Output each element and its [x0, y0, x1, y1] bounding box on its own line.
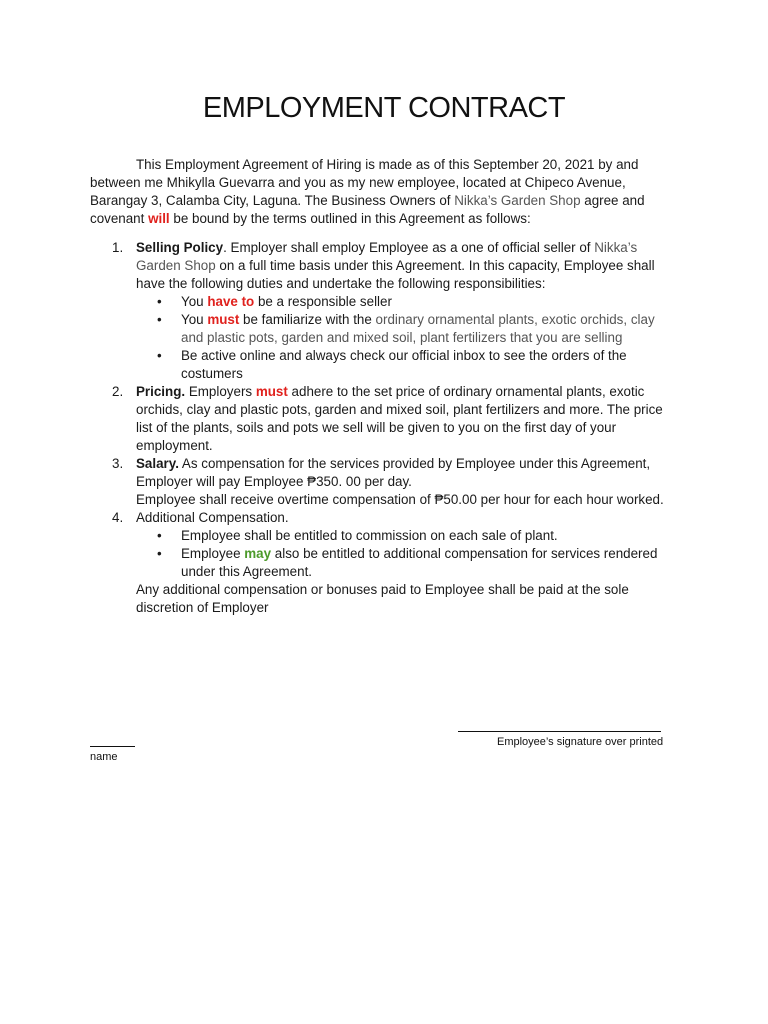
contract-body [90, 156, 680, 617]
term-additional-compensation [90, 509, 680, 617]
list-item [136, 293, 680, 311]
emphasis-must: must [207, 312, 240, 327]
term-heading: Salary. [136, 456, 179, 471]
term-salary [90, 455, 680, 509]
list-item [136, 347, 680, 383]
signature-caption: Employee’s signature over printed [497, 736, 664, 748]
list-item [136, 527, 680, 545]
intro-text-3: be bound by the terms outlined in this Agreement as follows: [169, 211, 531, 226]
document-title: EMPLOYMENT CONTRACT [202, 92, 566, 124]
bullet-icon: • [157, 312, 162, 327]
item-text: You [181, 294, 208, 309]
name-line [90, 746, 135, 747]
intro-text-1: This Employment Agreement of Hiring is made as of this September 20, 2021 by and between me Mhikylla Guevarra and you as my new employee, located at Chipeco Avenue, Barangay 3, Calamba City, Laguna. The Business Owners of [90, 157, 639, 208]
term-number: 1. [112, 240, 124, 255]
compensation-list [136, 527, 680, 581]
term-text: . Employer shall employ Employee as a one of official seller of [223, 240, 595, 255]
term-text: Employers [185, 384, 256, 399]
term-heading: Selling Policy [136, 240, 224, 255]
duties-list [136, 293, 680, 383]
list-item [136, 311, 680, 347]
overtime-text: Employee shall receive overtime compensation of ₱50.00 per hour for each hour worked. [136, 492, 664, 507]
item-text: Employee shall be entitled to commission on each sale of plant. [181, 528, 558, 543]
shop-name: Nikka’s Garden Shop [136, 240, 638, 273]
emphasis-will: will [148, 211, 170, 226]
emphasis-may: may [244, 546, 272, 561]
term-selling-policy [90, 239, 680, 383]
item-text: be familiarize with the [239, 312, 376, 327]
term-heading: Pricing. [136, 384, 186, 399]
shop-name: Nikka’s Garden Shop [454, 193, 581, 208]
emphasis-must: must [255, 384, 288, 399]
signature-line [458, 731, 661, 732]
intro-paragraph [90, 156, 680, 228]
bullet-icon: • [157, 348, 162, 363]
term-number: 4. [112, 510, 124, 525]
product-list-text: ordinary ornamental plants, exotic orchids, clay and plastic pots, garden and mixed soil, plant fertilizers that you are selling [181, 312, 655, 345]
item-text: Be active online and always check our official inbox to see the orders of the costumers [181, 348, 627, 381]
item-text: You [181, 312, 208, 327]
item-text: Employee [181, 546, 245, 561]
term-text: adhere to the set price of ordinary ornamental plants, exotic orchids, clay and plastic pots, garden and mixed soil, plant fertilizers and more. The price list of the plants, soils and pots we sell will be given to you on the first day of your employment. [136, 384, 663, 453]
bullet-icon: • [157, 528, 162, 543]
term-heading: Additional Compensation. [136, 510, 289, 525]
item-text: also be entitled to additional compensation for services rendered under this Agreement. [181, 546, 658, 579]
list-item [136, 545, 680, 581]
signature-name-label: name [90, 751, 118, 763]
bullet-icon: • [157, 546, 162, 561]
bullet-icon: • [157, 294, 162, 309]
emphasis-have-to: have to [207, 294, 255, 309]
terms-list [90, 239, 680, 617]
intro-text-2: agree and covenant [90, 193, 645, 226]
term-pricing [90, 383, 680, 455]
term-number: 2. [112, 384, 124, 399]
compensation-footer: Any additional compensation or bonuses paid to Employee shall be paid at the sole discretion of Employer [136, 582, 629, 615]
item-text: be a responsible seller [254, 294, 392, 309]
term-text: As compensation for the services provided by Employee under this Agreement, Employer will pay Employee ₱350. 00 per day. [136, 456, 651, 489]
term-text: on a full time basis under this Agreement. In this capacity, Employee shall have the following duties and undertake the following responsibilities: [136, 258, 655, 291]
term-number: 3. [112, 456, 124, 471]
